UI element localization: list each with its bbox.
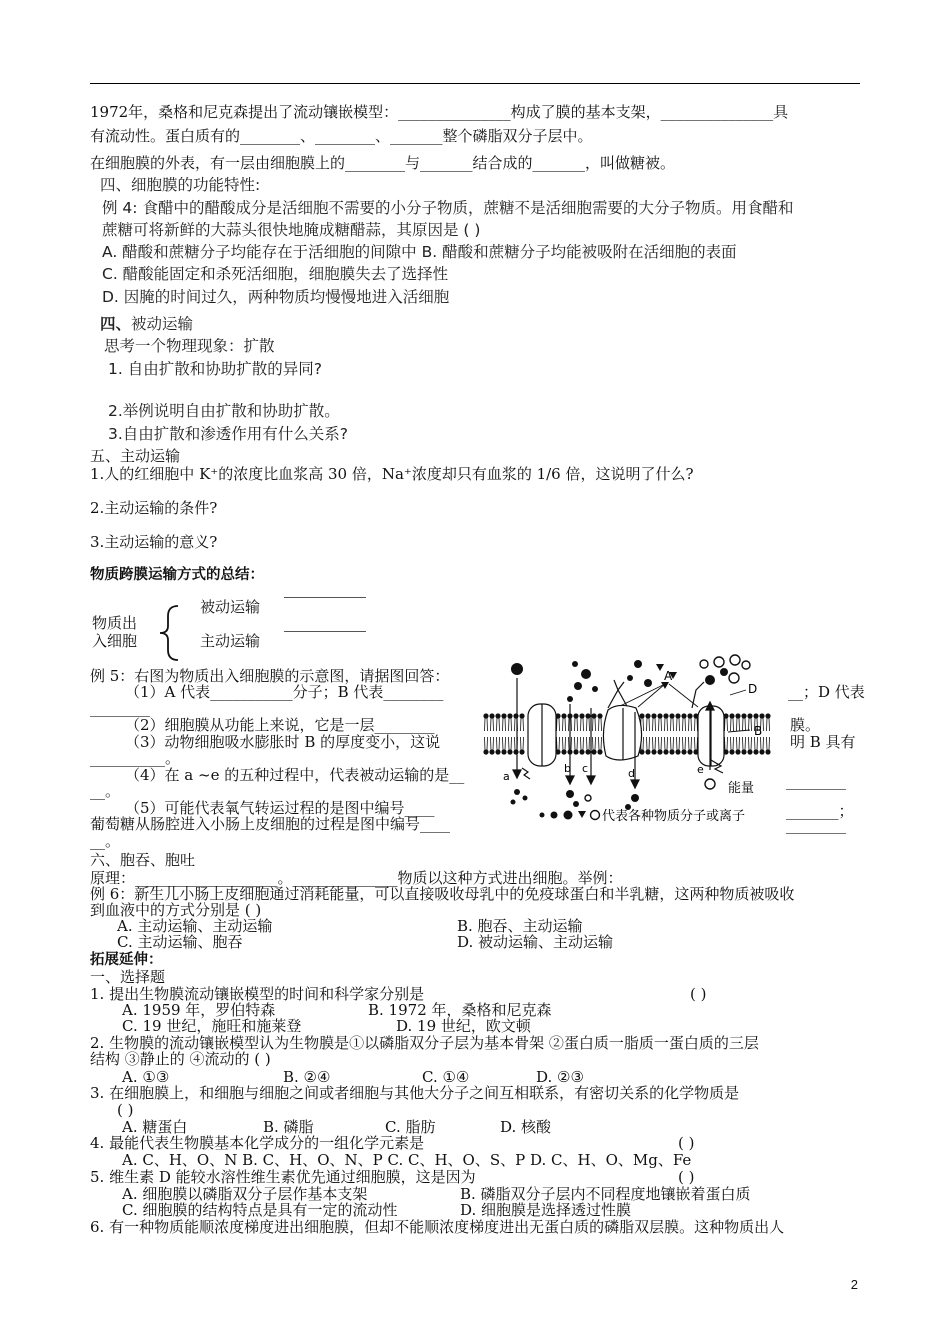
phospholipid-head [489,749,494,754]
phospholipid-head [747,713,752,718]
example-5-q5: （5）可能代表氧气转运过程的是图中编号____ [125,799,435,817]
ext-q1-option-b: B. 1972 年，桑格和尼克森 [368,1001,552,1019]
phospholipid-head [747,749,752,754]
phospholipid-head [675,713,680,718]
example-6-option-a: A. 主动运输、主动运输 [117,917,273,935]
label-A: A [664,669,673,683]
ext-question-2-line-1: 2. 生物膜的流动镶嵌模型认为生物膜是①以磷脂双分子层为基本骨架 ②蛋白质一脂质一蛋白质的三层 [90,1034,759,1052]
ext-q3-option-b: B. 磷脂 [263,1118,314,1136]
phospholipid-head [729,749,734,754]
molecule-dot [572,661,578,667]
phospholipid-head [669,749,674,754]
example-5-q3-tail: 明 B 具有 [790,733,856,751]
glycocalyx-line: 在细胞膜的外表，有一层由细胞膜上的________与_______结合成的_______，叫做糖被。 [90,154,676,172]
label-D: D [748,682,758,696]
legend-text: 代表各种物质分子或离子 [602,809,746,824]
phospholipid-head [651,713,656,718]
phospholipid-head [519,713,524,718]
example-5-q4-line2: __。 [90,782,121,800]
summary-active-blank [284,631,366,632]
phospholipid-head [753,749,758,754]
passive-transport-heading: 四、被动运输 [100,315,194,333]
ext-question-5-paren: ( ) [678,1168,695,1186]
phospholipid-head [597,713,602,718]
ext-q5-option-c: C. 细胞膜的结构特点是具有一定的流动性 [122,1201,398,1219]
phospholipid-head [585,749,590,754]
phospholipid-head [669,713,674,718]
summary-active: 主动运输 [200,632,261,650]
active-question-2: 2.主动运输的条件? [90,499,218,517]
phospholipid-head [753,713,758,718]
example-5-q6-line2: __。 [90,832,121,850]
ext-question-1: 1. 提出生物膜流动镶嵌模型的时间和科学家分别是 [90,985,425,1003]
ext-q2-option-d: D. ②③ [536,1068,584,1086]
diagram-top-molecules [511,660,728,702]
label-a-lines [616,684,698,708]
molecule-large-dot [511,663,523,675]
example-6-option-b: B. 胞吞、主动运输 [457,917,583,935]
phospholipid-head [507,713,512,718]
ext-q3-option-a: A. 糖蛋白 [122,1118,188,1136]
phospholipid-head [513,713,518,718]
molecule-dot [644,679,652,687]
phospholipid-head [759,713,764,718]
ext-q2-option-c: C. ①④ [422,1068,470,1086]
example-6-line-2: 到血液中的方式分别是 ( ) [90,901,262,919]
example-5-q3: （3）动物细胞吸水膨胀时 B 的厚度变小，这说 [125,733,441,751]
phospholipid-head [663,713,668,718]
ext-q5-option-a: A. 细胞膜以磷脂双分子层作基本支架 [122,1185,368,1203]
phospholipid-head [507,749,512,754]
label-c: c [582,762,589,775]
phospholipid-head [579,713,584,718]
phospholipid-head [687,713,692,718]
example-6-option-d: D. 被动运输、主动运输 [457,933,614,951]
phospholipid-head [735,749,740,754]
example-5-intro: 例 5：右图为物质出入细胞膜的示意图，请据图回答： [90,667,450,685]
phospholipid-head [651,749,656,754]
fluid-mosaic-line-1: 1972年，桑格和尼克森提出了流动镶嵌模型：_______________构成了膜的基本支架，_______________具 [90,103,789,121]
phospholipid-head [495,713,500,718]
phospholipid-head [513,749,518,754]
ext-question-4-paren: ( ) [678,1134,695,1152]
example-4-option-c: C. 醋酸能固定和杀死活细胞，细胞膜失去了选择性 [102,265,449,283]
phospholipid-head [573,713,578,718]
ext-question-1-paren: ( ) [690,985,707,1003]
example-6-option-c: C. 主动运输、胞吞 [117,933,243,951]
passive-question-1: 1. 自由扩散和协助扩散的异同? [108,360,322,378]
ext-q5-option-d: D. 细胞膜是选择透过性膜 [460,1201,632,1219]
active-question-1: 1.人的红细胞中 K⁺的浓度比血浆高 30 倍，Na⁺浓度却只有血浆的 1/6 倍，这说明了什么? [90,465,694,483]
active-transport-heading: 五、主动运输 [90,447,181,465]
phospholipid-head [765,749,770,754]
summary-title: 物质跨膜运输方式的总结： [90,567,264,583]
extension-subtitle: 一、选择题 [90,968,166,986]
phospholipid-head [645,749,650,754]
phospholipid-head [741,713,746,718]
phospholipid-head [645,713,650,718]
phospholipid-head [519,749,524,754]
molecule-dot [627,675,633,681]
ext-q5-option-b: B. 磷脂双分子层内不同程度地镶嵌着蛋白质 [460,1185,751,1203]
summary-left-1: 物质出 [92,614,138,632]
ext-question-6: 6. 有一种物质能顺浓度梯度进出细胞膜，但却不能顺浓度梯度进出无蛋白质的磷脂双层膜。这种物质出人 [90,1218,785,1236]
phospholipid-head [687,749,692,754]
header-rule [90,83,860,84]
example-4-line-2: 蔗糖可将新鲜的大蒜头很快地腌成糖醋蒜，其原因是 ( ) [102,221,481,239]
membrane-diagram [478,652,784,830]
phospholipid-head [657,713,662,718]
example-5-q4: （4）在 a ~e 的五种过程中，代表被动运输的是__ [125,766,465,784]
label-d: d [628,767,635,780]
phospholipid-head [681,749,686,754]
ext-q1-option-d: D. 19 世纪，欧文顿 [396,1017,531,1035]
ext-question-5: 5. 维生素 D 能较水溶性维生素优先通过细胞膜，这是因为 [90,1168,476,1186]
ext-q3-option-c: C. 脂肪 [385,1118,436,1136]
phospholipid-head [597,749,602,754]
ext-question-4: 4. 最能代表生物膜基本化学成分的一组化学元素是 [90,1134,425,1152]
phospholipid-head [591,749,596,754]
molecule-dot [581,669,591,679]
ext-q2-option-b: B. ②④ [283,1068,331,1086]
example-4-line-1: 例 4: 食醋中的醋酸成分是活细胞不需要的小分子物质，蔗糖不是活细胞需要的大分子物质。用食醋和 [102,199,794,217]
phospholipid-head [735,713,740,718]
ext-q3-option-d: D. 核酸 [500,1118,552,1136]
phospholipid-head [639,713,644,718]
phospholipid-head [765,713,770,718]
molecule-dot [705,675,715,685]
phospholipid-head [483,713,488,718]
example-5-q1-tail: __；D 代表 [788,683,865,701]
phospholipid-head [591,713,596,718]
example-5-q3-line2: __________。 [90,749,181,767]
diagram-glycoprotein [608,680,704,708]
ext-q4-options: A. C、H、O、N B. C、H、O、N、P C. C、H、O、S、P D. C、H、O、Mg、Fe [122,1151,692,1169]
molecule-dot [634,660,642,668]
extension-title: 拓展延伸： [90,952,163,968]
phospholipid-head [561,713,566,718]
section-4-title: 四、细胞膜的功能特性: [100,176,261,194]
passive-question-3: 3.自由扩散和渗透作用有什么关系? [108,425,349,443]
phospholipid-head [573,749,578,754]
example-5-q2-tail: 膜。 [790,716,821,734]
ext-question-3-line-1: 3. 在细胞膜上，和细胞与细胞之间或者细胞与其他大分子之间互相联系，有密切关系的化学物质是 [90,1084,740,1102]
example-4-option-a-b: A. 醋酸和蔗糖分子均能存在于活细胞的间隙中 B. 醋酸和蔗糖分子均能被吸附在活细胞的表面 [102,243,737,261]
passive-question-2: 2.举例说明自由扩散和协助扩散。 [108,402,340,420]
phospholipid-head [561,749,566,754]
phospholipid-head [741,749,746,754]
phospholipid-head [489,713,494,718]
fluid-mosaic-line-2: 有流动性。蛋白质有的________、________、_______整个磷脂双分子层中。 [90,127,593,145]
diagram-bottom-molecules [511,789,640,810]
example-5-blank-1: ________ [786,772,846,790]
phospholipid-head [483,749,488,754]
example-4-option-d: D. 因腌的时间过久，两种物质均慢慢地进入活细胞 [102,288,450,306]
phospholipid-head [759,749,764,754]
phospholipid-head [501,749,506,754]
label-B: B [754,724,763,738]
section-6-title: 六、胞吞、胞吐 [90,851,196,869]
phospholipid-head [681,713,686,718]
molecule-triangle [656,664,664,671]
phospholipid-head [501,713,506,718]
phospholipid-head [729,713,734,718]
label-a: a [503,770,510,783]
section-6-principle: 原理：___________________。______________物质以这种方式进出细胞。举例： [90,869,623,887]
example-5-q1: （1）A 代表___________分子；B 代表________ [125,683,444,701]
label-e: e [697,763,704,776]
example-6-line-1: 例 6：新生儿小肠上皮细胞通过消耗能量，可以直接吸收母乳中的免疫球蛋白和半乳糖，这两种物质被吸收 [90,885,795,903]
active-question-3: 3.主动运输的意义? [90,533,218,551]
phospholipid-head [663,749,668,754]
summary-left-2: 入细胞 [92,632,138,650]
example-5-blank-2: _______； [786,802,854,820]
ext-q1-option-a: A. 1959 年，罗伯特森 [122,1001,276,1019]
example-5-q1-line2: ________ [90,699,150,717]
diagram-legend [540,808,746,824]
phospholipid-head [585,713,590,718]
label-b: b [564,762,571,775]
phospholipid-head [495,749,500,754]
molecule-dot [720,668,728,676]
molecule-dot [574,682,582,690]
ext-question-2-line-2: 结构 ③静止的 ④流动的 ( ) [90,1050,271,1068]
ext-question-3-paren: ( ) [117,1101,134,1119]
label-energy: 能量 [728,781,755,796]
ext-q2-option-a: A. ①③ [122,1068,170,1086]
ext-q1-option-c: C. 19 世纪，施旺和施莱登 [122,1017,302,1035]
phospholipid-head [675,749,680,754]
summary-passive-blank [284,597,366,598]
molecule-dot [567,696,573,702]
summary-brace [158,604,182,662]
molecule-dot [592,686,598,692]
phospholipid-head [657,749,662,754]
example-5-q6: 葡萄糖从肠腔进入小肠上皮细胞的过程是图中编号____ [90,815,451,833]
phospholipid-head [579,749,584,754]
think-diffusion: 思考一个物理现象：扩散 [104,337,275,355]
example-5-q2: （2）细胞膜从功能上来说，它是一层________ [125,716,435,734]
page-number: 2 [850,1277,858,1292]
example-5-blank-3: ________ [786,816,846,834]
summary-passive: 被动运输 [200,598,261,616]
